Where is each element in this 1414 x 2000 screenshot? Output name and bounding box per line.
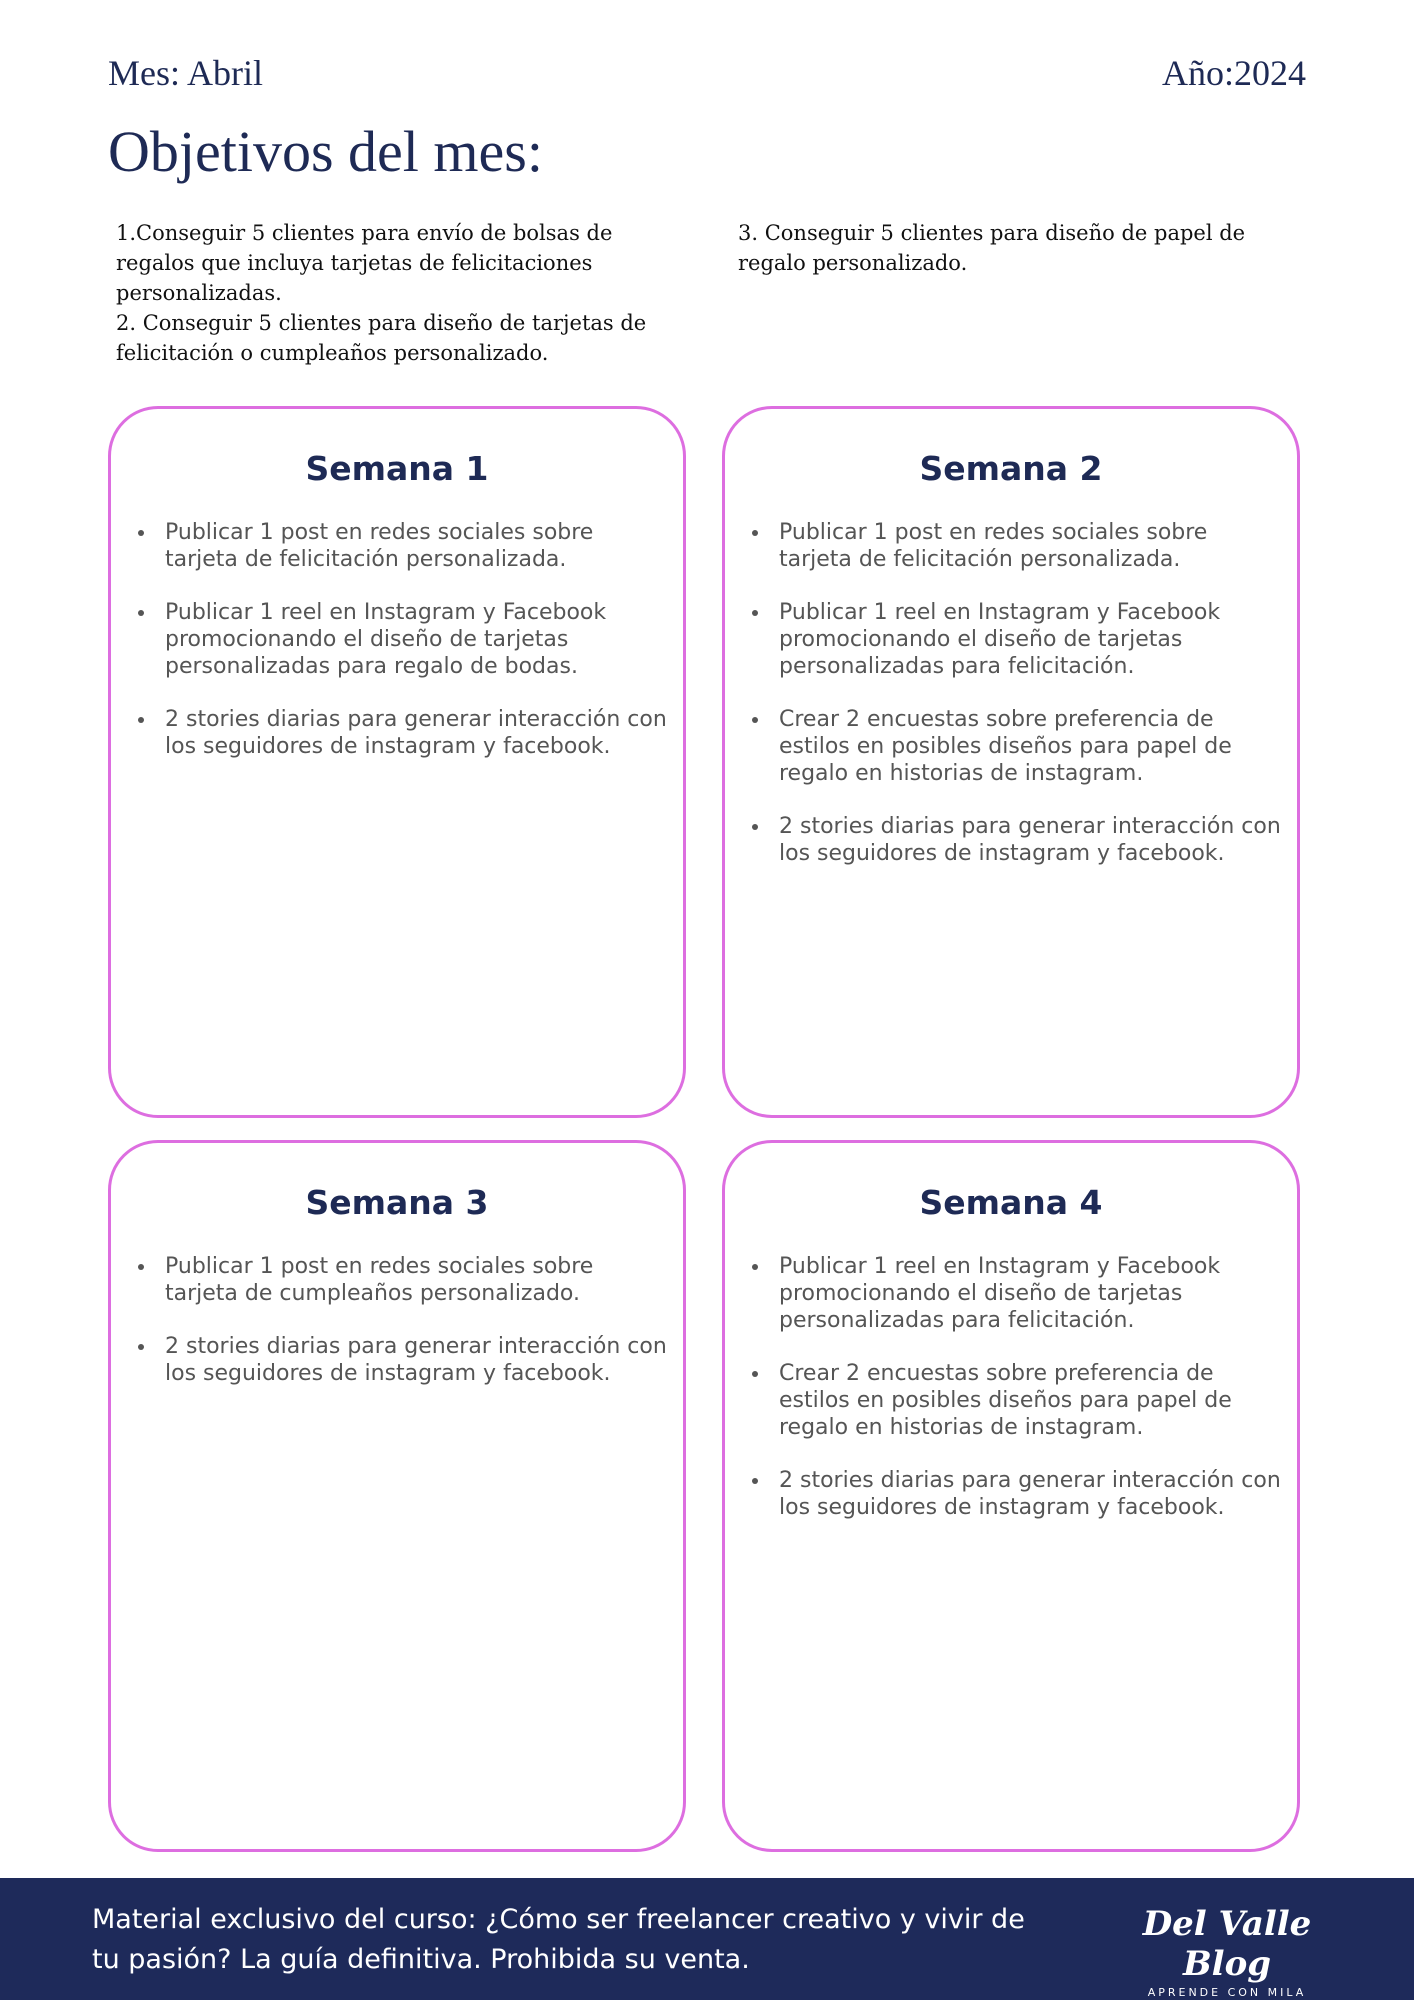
week-title: Semana 2 <box>919 449 1103 488</box>
logo-tagline: APRENDE CON MILA <box>1147 1986 1307 1999</box>
week-task-list <box>745 519 1287 893</box>
brand-logo <box>1122 1904 1332 1999</box>
year-label: Año:2024 <box>1162 53 1306 93</box>
month-label: Mes: Abril <box>108 53 264 93</box>
objectives-title: Objetivos del mes: <box>108 119 543 184</box>
objectives-left-column <box>116 218 676 368</box>
objective-2: 2. Conseguir 5 clientes para diseño de tarjetas de felicitación o cumpleaños personalizado. <box>116 311 647 365</box>
week-title: Semana 1 <box>305 449 489 488</box>
task-item: • Publicar 1 post en redes sociales sobre tarjeta de felicitación personalizada. <box>771 519 1287 573</box>
task-item: • 2 stories diarias para generar interacción con los seguidores de instagram y facebook. <box>771 1467 1287 1521</box>
task-item: • Publicar 1 reel en Instagram y Facebook promocionando el diseño de tarjetas personalizadas para felicitación. <box>771 1253 1287 1334</box>
objective-1: 1.Conseguir 5 clientes para envío de bolsas de regalos que incluya tarjetas de felicitaciones personalizadas. <box>116 221 613 305</box>
week-title: Semana 4 <box>919 1183 1103 1222</box>
week-task-list <box>131 1253 673 1413</box>
task-item: • Publicar 1 reel en Instagram y Facebook promocionando el diseño de tarjetas personalizadas para regalo de bodas. <box>157 599 673 680</box>
footer-disclaimer: Material exclusivo del curso: ¿Cómo ser freelancer creativo y vivir de tu pasión? La guía definitiva. Prohibida su venta. <box>92 1904 1025 1975</box>
objectives-right-column <box>738 218 1298 278</box>
task-item: • 2 stories diarias para generar interacción con los seguidores de instagram y facebook. <box>771 813 1287 867</box>
week-task-list <box>745 1253 1287 1547</box>
week-3-card <box>108 1140 686 1852</box>
task-item: • Crear 2 encuestas sobre preferencia de estilos en posibles diseños para papel de regalo en historias de instagram. <box>771 1360 1287 1441</box>
task-item: • Publicar 1 reel en Instagram y Facebook promocionando el diseño de tarjetas personalizadas para felicitación. <box>771 599 1287 680</box>
task-item: • 2 stories diarias para generar interacción con los seguidores de instagram y facebook. <box>157 1333 673 1387</box>
week-task-list <box>131 519 673 786</box>
task-item: • 2 stories diarias para generar interacción con los seguidores de instagram y facebook. <box>157 706 673 760</box>
footer-banner <box>0 1878 1414 2000</box>
objective-3: 3. Conseguir 5 clientes para diseño de papel de regalo personalizado. <box>738 221 1246 275</box>
task-item: • Publicar 1 post en redes sociales sobre tarjeta de cumpleaños personalizado. <box>157 1253 673 1307</box>
task-item: • Publicar 1 post en redes sociales sobre tarjeta de felicitación personalizada. <box>157 519 673 573</box>
task-item: • Crear 2 encuestas sobre preferencia de estilos en posibles diseños para papel de regalo en historias de instagram. <box>771 706 1287 787</box>
week-title: Semana 3 <box>305 1183 489 1222</box>
week-2-card <box>722 406 1300 1118</box>
week-1-card <box>108 406 686 1118</box>
week-4-card <box>722 1140 1300 1852</box>
logo-name: Del Valle Blog <box>1142 1904 1312 1984</box>
